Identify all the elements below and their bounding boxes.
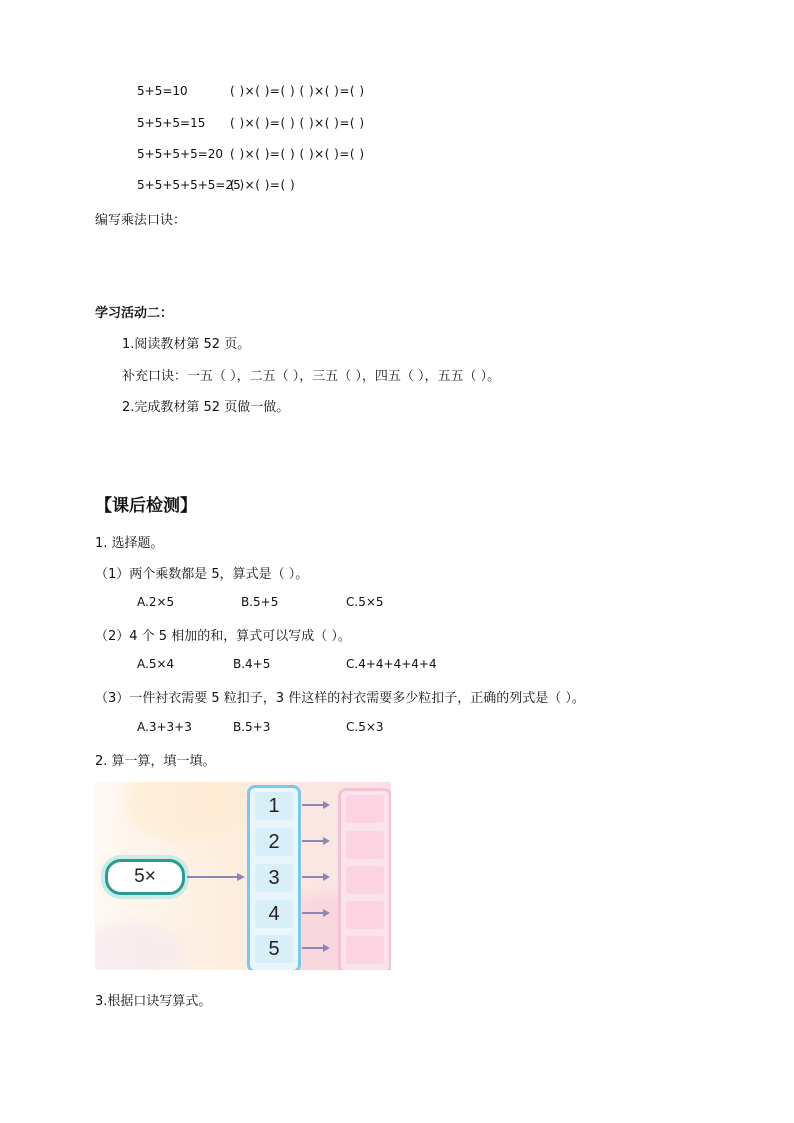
number-cell: 1 <box>255 792 293 820</box>
arrow-right-icon <box>187 873 245 881</box>
option-c[interactable]: C.4+4+4+4+4 <box>346 657 437 671</box>
answer-cell[interactable] <box>346 936 384 964</box>
question-text: （3）一件衬衣需要 5 粒扣子，3 件这样的衬衣需要多少粒扣子，正确的列式是（ ）。 <box>95 691 585 706</box>
number-cell: 5 <box>255 935 293 963</box>
arrow-right-icon <box>302 801 330 809</box>
activity2-item1: 1.阅读教材第 52 页。 <box>122 337 251 352</box>
option-a[interactable]: A.5×4 <box>137 657 175 671</box>
question-text: （1）两个乘数都是 5，算式是（ ）。 <box>95 567 309 582</box>
answer-cell[interactable] <box>346 901 384 929</box>
supplement-rhyme[interactable]: 补充口诀：一五（ ），二五（ ），三五（ ），四五（ ），五五（ ）。 <box>122 369 501 384</box>
compose-rhyme-label: 编写乘法口诀： <box>95 213 187 228</box>
option-a[interactable]: A.2×5 <box>137 595 175 609</box>
post-test-heading: 【课后检测】 <box>95 496 197 516</box>
multiplication-blanks[interactable]: ( )×( )=( ) <box>230 178 296 192</box>
multiplication-illustration <box>95 782 391 970</box>
option-a[interactable]: A.3+3+3 <box>137 720 192 734</box>
multiplication-blanks[interactable]: ( )×( )=( ) ( )×( )=( ) <box>230 147 365 161</box>
answer-cell[interactable] <box>346 831 384 859</box>
arrow-right-icon <box>302 837 330 845</box>
number-cell: 4 <box>255 900 293 928</box>
question3-title: 3.根据口诀写算式。 <box>95 994 212 1009</box>
number-cell: 2 <box>255 828 293 856</box>
question1-title: 1. 选择题。 <box>95 536 164 551</box>
multiplicand-column <box>247 785 301 970</box>
answer-column <box>338 788 391 970</box>
option-b[interactable]: B.4+5 <box>233 657 271 671</box>
option-c[interactable]: C.5×3 <box>346 720 384 734</box>
multiplication-blanks[interactable]: ( )×( )=( ) ( )×( )=( ) <box>230 116 365 130</box>
arrow-right-icon <box>302 909 330 917</box>
option-b[interactable]: B.5+3 <box>233 720 271 734</box>
arrow-right-icon <box>302 873 330 881</box>
answer-cell[interactable] <box>346 795 384 823</box>
arrow-right-icon <box>302 944 330 952</box>
addition-equation: 5+5+5+5=20 <box>137 147 224 161</box>
addition-equation: 5+5+5+5+5=25 <box>137 178 241 192</box>
option-b[interactable]: B.5+5 <box>241 595 279 609</box>
multiplier-badge: 5× <box>105 859 185 895</box>
activity2-title: 学习活动二： <box>95 306 174 321</box>
question2-title: 2. 算一算，填一填。 <box>95 754 216 769</box>
addition-equation: 5+5=10 <box>137 84 188 98</box>
activity2-item2: 2.完成教材第 52 页做一做。 <box>122 400 290 415</box>
addition-equation: 5+5+5=15 <box>137 116 206 130</box>
answer-cell[interactable] <box>346 866 384 894</box>
multiplication-blanks[interactable]: ( )×( )=( ) ( )×( )=( ) <box>230 84 365 98</box>
number-cell: 3 <box>255 864 293 892</box>
question-text: （2）4 个 5 相加的和，算式可以写成（ ）。 <box>95 629 351 644</box>
option-c[interactable]: C.5×5 <box>346 595 384 609</box>
